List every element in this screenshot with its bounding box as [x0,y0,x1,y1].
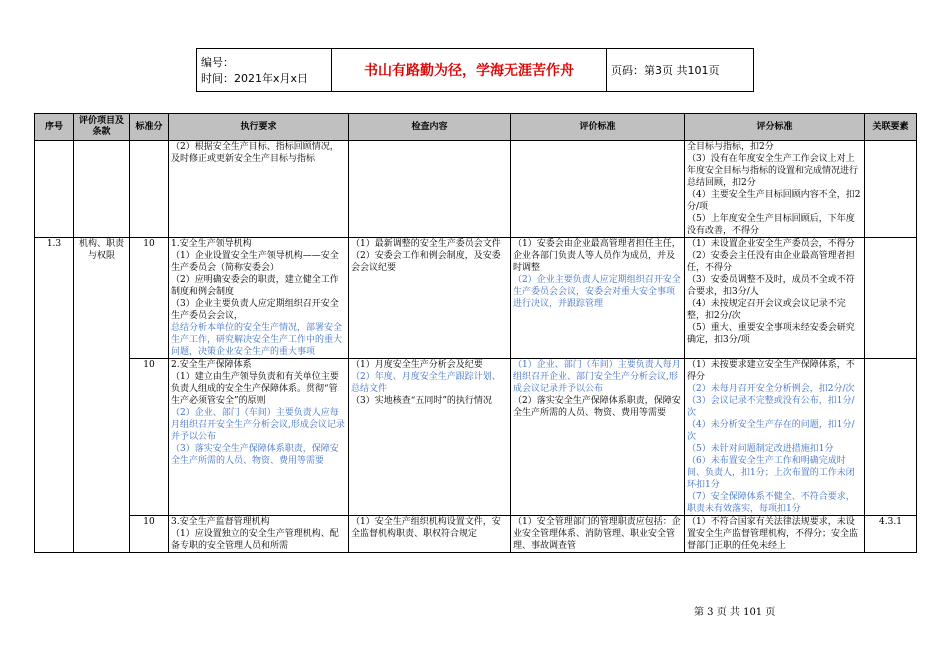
requirement-cell [169,141,349,238]
requirement-cell [169,359,349,516]
check-cell [349,359,511,516]
cell-line: （3）实地核查“五同时”的执行情况 [351,396,492,406]
cell-line: （2）企业主要负责人应定期组织召开安全生产委员会会议，安委会对重大安全事项进行决议，并跟踪管理 [513,275,681,309]
cell-line: （3）没有在年度安全生产工作会议上对上年度安全目标与指标的设置和完成情况进行总结回顾，扣2分 [687,154,859,188]
col-header: 标准分 [130,114,169,141]
score-cell [685,516,865,553]
eval-cell [511,359,685,516]
table-row [35,359,917,516]
col-header: 评分标准 [685,114,865,141]
col-header: 序号 [35,114,74,141]
related-cell: 4.3.1 [865,516,917,553]
check-cell [349,516,511,553]
col-header: 评价项目及条款 [74,114,130,141]
requirement-cell [169,238,349,359]
cell-line: （3）会议记录不完整或没有公布，扣1分/次 [687,396,855,418]
number-label: 编号： [201,56,234,69]
related-cell [865,141,917,238]
cell-line: （6）未布置安全生产工作和明确完成时间、负责人，扣1分；上次布置的工作未闭环扣1分 [687,456,855,490]
cell-line: （2）应明确安委会的职责，建立健全工作制度和例会制度 [171,275,339,297]
cell-line: （2）落实安全生产保障体系职责，保障安全生产所需的人员、物资、费用等需要 [513,396,681,418]
cell-line: （2）企业、部门（车间）主要负责人应每月组织召开安全生产分析会议,形成会议记录并予以公布 [171,408,345,442]
cell-line: 总结分析本单位的安全生产情况，部署安全生产工作，研究解决安全生产工作中的重大问题，决策企业安全生产的重大事项 [171,323,343,357]
cell-line: （1）未设置企业安全生产委员会，不得分 [687,239,855,249]
header-meta-cell [197,49,332,92]
evaluation-table [34,113,917,553]
cell-line: （2）年度、月度安全生产跟踪计划、总结文件 [351,372,501,394]
cell-line: （1）月度安全生产分析会及纪要 [351,360,483,370]
table-row [35,238,917,359]
cell-line: （1）不符合国家有关法律法规要求，未设置安全生产监督管理机构，不得分；安全监督部门正职的任免未经上 [687,517,859,551]
time-label: 时间：2021年x月x日 [201,72,309,85]
cell-line: 全目标与指标，扣2分 [687,142,774,152]
document-header [196,48,754,92]
motto: 书山有路勤为径，学海无涯苦作舟 [332,49,607,92]
cell-line: 2.安全生产保障体系 [171,360,252,370]
cell-line: （1）应设置独立的安全生产管理机构、配备专职的安全管理人员和所需 [171,529,339,551]
score-cell [685,141,865,238]
cell-line: （3）落实安全生产保障体系职责，保障安全生产所需的人员、物资、费用等需要 [171,444,339,466]
score-cell [685,359,865,516]
requirement-cell [169,516,349,553]
cell-line: （1）企业设置安全生产领导机构——安全生产委员会（简称安委会） [171,251,339,273]
table-row [35,141,917,238]
col-header: 执行要求 [169,114,349,141]
table-row [35,516,917,553]
related-cell [865,238,917,359]
cell-line: （2）根据安全生产目标、指标回顾情况，及时修正或更新安全生产目标与指标 [171,142,339,164]
cell-line: （3）企业主要负责人应定期组织召开安全生产委员会会议， [171,299,339,321]
seq-cell: 1.3 [35,238,74,553]
eval-cell [511,141,685,238]
cell-line: （7）安全保障体系不健全、不符合要求，职责未有效落实，每项扣1分 [687,492,855,514]
cell-line: （1）企业、部门（车间）主要负责人每月组织召开企业、部门安全生产分析会议,形成会议记录并予以公布 [513,360,681,394]
cell-line: （3）安委员调整不及时，成员不全或不符合要求，扣3分/人 [687,275,855,297]
cell-line: （2）未每月召开安全分析例会，扣2分/次 [687,384,855,394]
cell-line: 1.安全生产领导机构 [171,239,252,249]
cell-line: 3.安全生产监督管理机构 [171,517,270,527]
col-header: 关联要素 [865,114,917,141]
seq-cell [35,141,74,238]
cell-line: （1）最新调整的安全生产委员会文件 [351,239,501,249]
eval-cell [511,238,685,359]
item-cell [74,141,130,238]
cell-line: （5）重大、重要安全事项未经安委会研究确定，扣3分/项 [687,323,855,345]
item-cell: 机构、职责与权限 [74,238,130,553]
cell-line: （1）安委会由企业最高管理者担任主任，企业各部门负责人等人员作为成员，并及时调整 [513,239,681,273]
col-header: 检查内容 [349,114,511,141]
check-cell [349,141,511,238]
cell-line: （4）未按规定召开会议或会议记录不完整，扣2分/次 [687,299,846,321]
cell-line: （5）上年度安全生产目标回顾后，下年度没有改善，不得分 [687,214,855,236]
points-cell: 10 [130,359,169,516]
cell-line: （4）未分析安全生产存在的问题，扣1分/次 [687,420,855,442]
cell-line: （1）未按要求建立安全生产保障体系，不得分 [687,360,855,382]
cell-line: （2）安委会工作和例会制度，及安委会会议纪要 [351,251,501,273]
cell-line: （2）安委会主任没有由企业最高管理者担任，不得分 [687,251,855,273]
check-cell [349,238,511,359]
eval-cell [511,516,685,553]
cell-line: （1）建立由生产领导负责和有关单位主要负责人组成的安全生产保障体系。贯彻“管生产必须管安全”的原则 [171,372,339,406]
points-cell: 10 [130,516,169,553]
col-header: 评价标准 [511,114,685,141]
points-cell: 10 [130,238,169,359]
page-label: 页码：第3页 共101页 [607,49,754,92]
table-header-row [35,114,917,141]
points-cell [130,141,169,238]
related-cell [865,359,917,516]
cell-line: （1）安全生产组织机构设置文件，安全监督机构职责、职权符合规定 [351,517,501,539]
cell-line: （5）未针对问题制定改进措施扣1分 [687,444,834,454]
cell-line: （4）主要安全生产目标回顾内容不全，扣2分/项 [687,190,861,212]
score-cell [685,238,865,359]
page-footer: 第 3 页 共 101 页 [694,607,776,618]
cell-line: （1）安全管理部门的管理职责应包括：企业安全管理体系、消防管理、职业安全管理、事故调查管 [513,517,681,551]
